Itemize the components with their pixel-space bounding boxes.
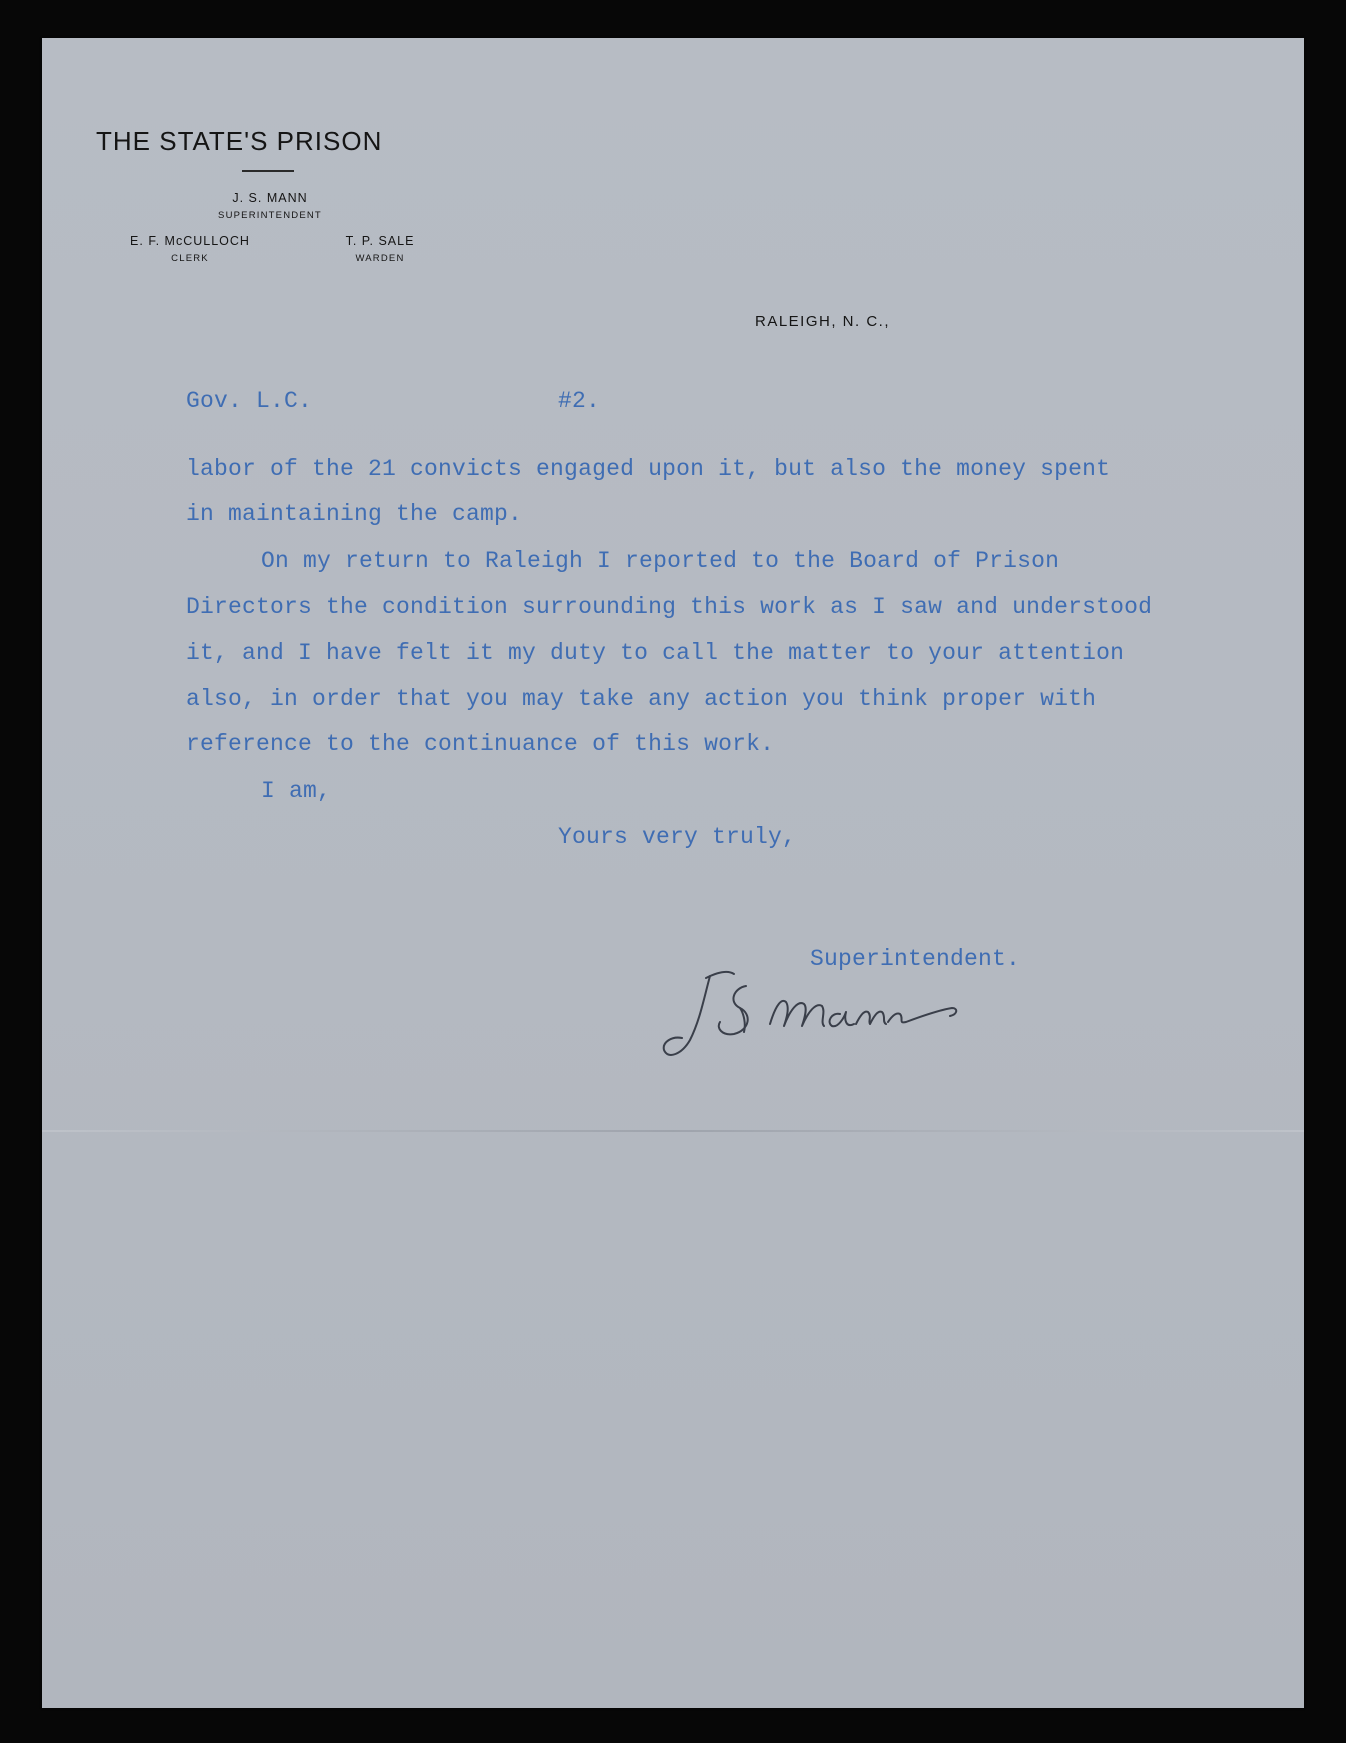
superintendent-name: J. S. MANN bbox=[232, 191, 308, 205]
page-number: #2. bbox=[558, 388, 601, 414]
superintendent-role: SUPERINTENDENT bbox=[218, 210, 322, 221]
body-line: On my return to Raleigh I reported to the Board of Prison bbox=[261, 548, 1060, 574]
body-line: also, in order that you may take any action you think proper with bbox=[186, 686, 1097, 712]
clerk-name: E. F. McCULLOCH bbox=[130, 234, 250, 248]
paper-fold-line bbox=[42, 1130, 1304, 1132]
clerk-role: CLERK bbox=[171, 253, 209, 264]
handwritten-signature bbox=[660, 958, 970, 1068]
letterhead-location: RALEIGH, N. C., bbox=[755, 313, 891, 330]
warden-role: WARDEN bbox=[355, 253, 405, 264]
body-line: it, and I have felt it my duty to call the matter to your attention bbox=[186, 640, 1125, 666]
letterhead-divider bbox=[242, 170, 294, 172]
body-line: Directors the condition surrounding this work as I saw and understood bbox=[186, 594, 1153, 620]
letter-page bbox=[42, 38, 1304, 1708]
warden-name: T. P. SALE bbox=[345, 234, 415, 248]
letterhead-title: THE STATE'S PRISON bbox=[96, 126, 383, 156]
body-line: in maintaining the camp. bbox=[186, 501, 523, 527]
body-line: labor of the 21 convicts engaged upon it, but also the money spent bbox=[186, 456, 1111, 482]
signer-title: Superintendent. bbox=[810, 946, 1021, 972]
body-line: reference to the continuance of this work. bbox=[186, 731, 775, 757]
addressee-line: Gov. L.C. bbox=[186, 388, 313, 414]
valediction: Yours very truly, bbox=[558, 824, 797, 850]
body-line: I am, bbox=[261, 778, 332, 804]
